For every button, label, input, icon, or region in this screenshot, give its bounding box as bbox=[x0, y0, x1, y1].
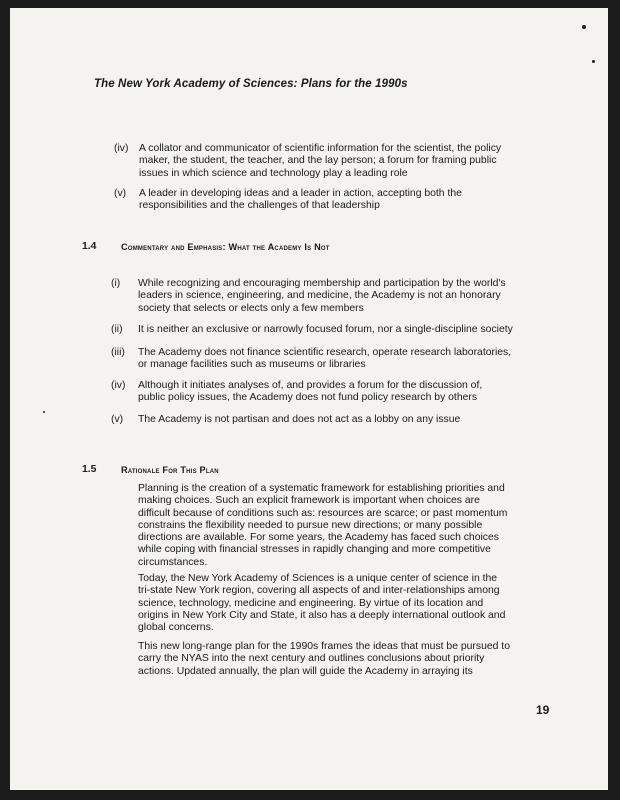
paragraph: This new long-range plan for the 1990s frames the ideas that must be pursued to carry the NYAS into the next century and outlines conclusions about priority actions. Updated annually, the plan will guide the Academy in arraying its bbox=[138, 641, 510, 677]
section-title: Commentary and Emphasis: What the Academy Is Not bbox=[121, 242, 330, 252]
list-item-number: (ii) bbox=[111, 324, 123, 335]
page-header-title: The New York Academy of Sciences: Plans for the 1990s bbox=[94, 78, 408, 90]
list-item-number: (v) bbox=[114, 188, 127, 199]
list-item-text: It is neither an exclusive or narrowly focused forum, nor a single-discipline society bbox=[138, 324, 513, 335]
section-title: Rationale For This Plan bbox=[121, 465, 219, 475]
list-item-text: A leader in developing ideas and a leader in action, accepting both the responsibilities and the challenges of that leadership bbox=[139, 188, 462, 212]
corner-mark bbox=[582, 25, 586, 29]
margin-speck bbox=[43, 411, 45, 413]
list-item-number: (iii) bbox=[111, 347, 125, 358]
list-item-text: The Academy does not finance scientific research, operate research laboratories, or manage facilities such as museums or libraries bbox=[138, 347, 512, 371]
corner-mark bbox=[592, 60, 595, 63]
list-item-text: A collator and communicator of scientific information for the scientist, the policy maker, the student, the teacher, and the lay person; a forum for framing public issues in which science and technology play a leading role bbox=[139, 143, 502, 179]
list-item-number: (v) bbox=[111, 414, 124, 425]
document-page bbox=[10, 8, 608, 790]
page-number: 19 bbox=[536, 703, 550, 717]
list-item-text: Although it initiates analyses of, and provides a forum for the discussion of, public policy issues, the Academy does not fund policy research by others bbox=[138, 380, 483, 404]
paragraph: Today, the New York Academy of Sciences is a unique center of science in the tri-state New York region, covering all aspects of and inter-relationships among science, technology, medicine and engineering. By virtue of its location and origins in New York City and State, it also has a deeply international outlook and global concerns. bbox=[138, 573, 506, 634]
list-item-text: The Academy is not partisan and does not act as a lobby on any issue bbox=[138, 414, 461, 425]
list-item-number: (i) bbox=[111, 278, 121, 289]
list-item-number: (iv) bbox=[114, 143, 129, 154]
paragraph: Planning is the creation of a systematic framework for establishing priorities and making choices. Such an explicit framework is important when choices are difficult because of conditions such as: resources are scarce; or past momentum constrains the flexibility needed to pursue new directions; or many possible directions are available. For some years, the Academy has faced such choices while coping with financial stresses in rapidly changing and more competitive circumstances. bbox=[138, 483, 508, 568]
section-number: 1.4 bbox=[82, 241, 97, 252]
list-item-number: (iv) bbox=[111, 380, 126, 391]
list-item-text: While recognizing and encouraging membership and participation by the world's leaders in science, engineering, and medicine, the Academy is not an honorary society that selects or elects only a few members bbox=[138, 278, 506, 314]
section-number: 1.5 bbox=[82, 464, 97, 475]
